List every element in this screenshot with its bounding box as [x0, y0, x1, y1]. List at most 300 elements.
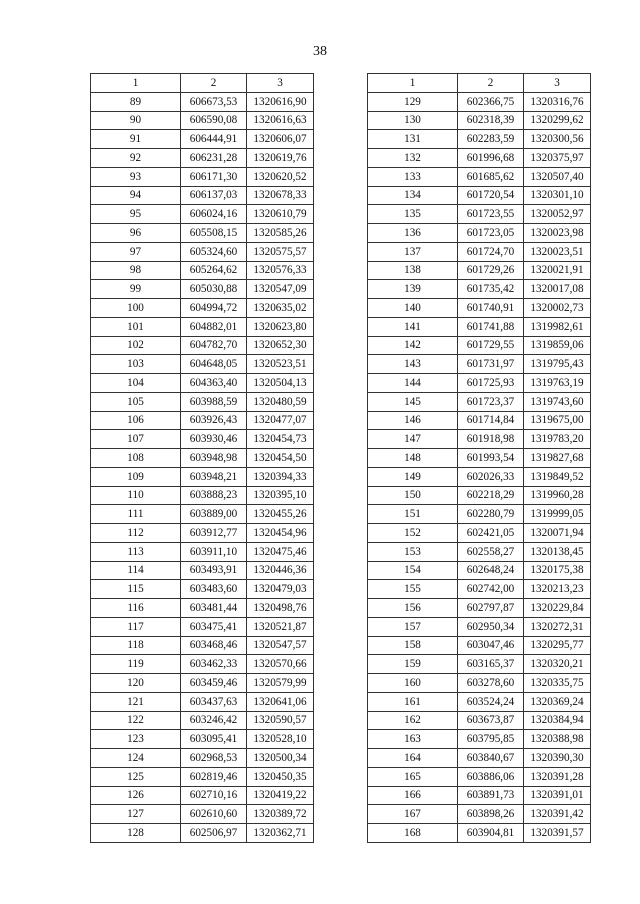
x-coordinate-cell: 601723,05	[458, 224, 524, 243]
table-row	[91, 280, 314, 299]
table-row	[368, 374, 591, 393]
point-number-cell: 97	[91, 242, 181, 261]
x-coordinate-cell: 602610,60	[181, 805, 247, 824]
y-coordinate-cell: 1320455,26	[247, 505, 314, 524]
table-row	[91, 205, 314, 224]
point-number-cell: 159	[368, 655, 458, 674]
point-number-cell: 109	[91, 467, 181, 486]
table-row	[368, 186, 591, 205]
x-coordinate-cell: 605264,62	[181, 261, 247, 280]
x-coordinate-cell: 603278,60	[458, 674, 524, 693]
y-coordinate-cell: 1320023,98	[524, 224, 591, 243]
x-coordinate-cell: 603948,98	[181, 449, 247, 468]
point-number-cell: 157	[368, 617, 458, 636]
x-coordinate-cell: 603246,42	[181, 711, 247, 730]
table-row	[368, 355, 591, 374]
x-coordinate-cell: 602318,39	[458, 111, 524, 130]
x-coordinate-cell: 601724,70	[458, 242, 524, 261]
y-coordinate-cell: 1320620,52	[247, 167, 314, 186]
y-coordinate-cell: 1320570,66	[247, 655, 314, 674]
y-coordinate-cell: 1320023,51	[524, 242, 591, 261]
y-coordinate-cell: 1319827,68	[524, 449, 591, 468]
x-coordinate-cell: 603524,24	[458, 692, 524, 711]
x-coordinate-cell: 601996,68	[458, 149, 524, 168]
point-number-cell: 90	[91, 111, 181, 130]
y-coordinate-cell: 1320606,07	[247, 130, 314, 149]
y-coordinate-cell: 1320480,59	[247, 392, 314, 411]
table-row	[91, 149, 314, 168]
y-coordinate-cell: 1319783,20	[524, 430, 591, 449]
point-number-cell: 132	[368, 149, 458, 168]
x-coordinate-cell: 603437,63	[181, 692, 247, 711]
x-coordinate-cell: 603468,46	[181, 636, 247, 655]
y-coordinate-cell: 1320175,38	[524, 561, 591, 580]
x-coordinate-cell: 603911,10	[181, 542, 247, 561]
table-row	[91, 317, 314, 336]
point-number-cell: 103	[91, 355, 181, 374]
point-number-cell: 146	[368, 411, 458, 430]
x-coordinate-cell: 602797,87	[458, 599, 524, 618]
point-number-cell: 141	[368, 317, 458, 336]
point-number-cell: 125	[91, 767, 181, 786]
y-coordinate-cell: 1320213,23	[524, 580, 591, 599]
y-coordinate-cell: 1320394,33	[247, 467, 314, 486]
table-row	[368, 486, 591, 505]
y-coordinate-cell: 1320362,71	[247, 824, 314, 843]
y-coordinate-cell: 1320021,91	[524, 261, 591, 280]
x-coordinate-cell: 602742,00	[458, 580, 524, 599]
point-number-cell: 112	[91, 524, 181, 543]
point-number-cell: 98	[91, 261, 181, 280]
table-row	[91, 805, 314, 824]
x-coordinate-cell: 606590,08	[181, 111, 247, 130]
table-row	[368, 674, 591, 693]
table-row	[368, 561, 591, 580]
table-header-row	[368, 74, 591, 93]
table-row	[91, 261, 314, 280]
y-coordinate-cell: 1320052,97	[524, 205, 591, 224]
point-number-cell: 126	[91, 786, 181, 805]
table-row	[368, 336, 591, 355]
x-coordinate-cell: 603459,46	[181, 674, 247, 693]
column-header: 3	[524, 74, 591, 93]
point-number-cell: 138	[368, 261, 458, 280]
table-row	[368, 692, 591, 711]
coordinates-table-left	[90, 73, 314, 843]
y-coordinate-cell: 1320576,33	[247, 261, 314, 280]
table-row	[91, 355, 314, 374]
table-row	[368, 599, 591, 618]
table-row	[368, 130, 591, 149]
x-coordinate-cell: 602819,46	[181, 767, 247, 786]
table-row	[368, 711, 591, 730]
point-number-cell: 163	[368, 730, 458, 749]
x-coordinate-cell: 602968,53	[181, 749, 247, 768]
table-header-row	[91, 74, 314, 93]
table-row	[91, 130, 314, 149]
point-number-cell: 165	[368, 767, 458, 786]
table-row	[368, 242, 591, 261]
x-coordinate-cell: 601725,93	[458, 374, 524, 393]
point-number-cell: 137	[368, 242, 458, 261]
x-coordinate-cell: 603904,81	[458, 824, 524, 843]
x-coordinate-cell: 606673,53	[181, 92, 247, 111]
table-row	[91, 767, 314, 786]
point-number-cell: 168	[368, 824, 458, 843]
table-row	[368, 392, 591, 411]
point-number-cell: 143	[368, 355, 458, 374]
y-coordinate-cell: 1320138,45	[524, 542, 591, 561]
x-coordinate-cell: 602280,79	[458, 505, 524, 524]
table-row	[91, 749, 314, 768]
table-row	[91, 636, 314, 655]
point-number-cell: 128	[91, 824, 181, 843]
point-number-cell: 117	[91, 617, 181, 636]
x-coordinate-cell: 603889,00	[181, 505, 247, 524]
point-number-cell: 93	[91, 167, 181, 186]
table-row	[368, 505, 591, 524]
point-number-cell: 131	[368, 130, 458, 149]
y-coordinate-cell: 1320641,06	[247, 692, 314, 711]
point-number-cell: 127	[91, 805, 181, 824]
point-number-cell: 121	[91, 692, 181, 711]
y-coordinate-cell: 1320299,62	[524, 111, 591, 130]
table-row	[368, 730, 591, 749]
y-coordinate-cell: 1319675,00	[524, 411, 591, 430]
table-row	[91, 505, 314, 524]
point-number-cell: 119	[91, 655, 181, 674]
y-coordinate-cell: 1320504,13	[247, 374, 314, 393]
x-coordinate-cell: 605508,15	[181, 224, 247, 243]
point-number-cell: 135	[368, 205, 458, 224]
x-coordinate-cell: 602506,97	[181, 824, 247, 843]
x-coordinate-cell: 603898,26	[458, 805, 524, 824]
table-row	[91, 411, 314, 430]
point-number-cell: 124	[91, 749, 181, 768]
y-coordinate-cell: 1320375,97	[524, 149, 591, 168]
table-row	[368, 655, 591, 674]
x-coordinate-cell: 606024,16	[181, 205, 247, 224]
x-coordinate-cell: 606137,03	[181, 186, 247, 205]
x-coordinate-cell: 603165,37	[458, 655, 524, 674]
table-row	[368, 636, 591, 655]
table-row	[91, 711, 314, 730]
point-number-cell: 102	[91, 336, 181, 355]
table-row	[91, 299, 314, 318]
x-coordinate-cell: 602421,05	[458, 524, 524, 543]
point-number-cell: 116	[91, 599, 181, 618]
y-coordinate-cell: 1320301,10	[524, 186, 591, 205]
y-coordinate-cell: 1320395,10	[247, 486, 314, 505]
y-coordinate-cell: 1320071,94	[524, 524, 591, 543]
point-number-cell: 151	[368, 505, 458, 524]
point-number-cell: 133	[368, 167, 458, 186]
table-row	[368, 411, 591, 430]
y-coordinate-cell: 1320454,96	[247, 524, 314, 543]
point-number-cell: 156	[368, 599, 458, 618]
point-number-cell: 107	[91, 430, 181, 449]
x-coordinate-cell: 601740,91	[458, 299, 524, 318]
y-coordinate-cell: 1319960,28	[524, 486, 591, 505]
x-coordinate-cell: 603095,41	[181, 730, 247, 749]
table-row	[91, 617, 314, 636]
point-number-cell: 92	[91, 149, 181, 168]
y-coordinate-cell: 1319849,52	[524, 467, 591, 486]
y-coordinate-cell: 1320500,34	[247, 749, 314, 768]
x-coordinate-cell: 601741,88	[458, 317, 524, 336]
point-number-cell: 153	[368, 542, 458, 561]
table-row	[368, 149, 591, 168]
table-row	[368, 280, 591, 299]
point-number-cell: 130	[368, 111, 458, 130]
table-row	[91, 224, 314, 243]
point-number-cell: 101	[91, 317, 181, 336]
point-number-cell: 104	[91, 374, 181, 393]
point-number-cell: 158	[368, 636, 458, 655]
y-coordinate-cell: 1320017,08	[524, 280, 591, 299]
y-coordinate-cell: 1320619,76	[247, 149, 314, 168]
y-coordinate-cell: 1320320,21	[524, 655, 591, 674]
y-coordinate-cell: 1319743,60	[524, 392, 591, 411]
table-row	[91, 374, 314, 393]
y-coordinate-cell: 1320507,40	[524, 167, 591, 186]
x-coordinate-cell: 603481,44	[181, 599, 247, 618]
point-number-cell: 149	[368, 467, 458, 486]
y-coordinate-cell: 1320229,84	[524, 599, 591, 618]
y-coordinate-cell: 1320391,57	[524, 824, 591, 843]
x-coordinate-cell: 601918,98	[458, 430, 524, 449]
y-coordinate-cell: 1320316,76	[524, 92, 591, 111]
x-coordinate-cell: 604363,40	[181, 374, 247, 393]
table-row	[91, 542, 314, 561]
table-row	[91, 730, 314, 749]
y-coordinate-cell: 1320547,09	[247, 280, 314, 299]
x-coordinate-cell: 603475,41	[181, 617, 247, 636]
x-coordinate-cell: 601685,62	[458, 167, 524, 186]
y-coordinate-cell: 1320384,94	[524, 711, 591, 730]
y-coordinate-cell: 1320610,79	[247, 205, 314, 224]
x-coordinate-cell: 605324,60	[181, 242, 247, 261]
point-number-cell: 110	[91, 486, 181, 505]
table-row	[368, 824, 591, 843]
point-number-cell: 95	[91, 205, 181, 224]
point-number-cell: 94	[91, 186, 181, 205]
point-number-cell: 111	[91, 505, 181, 524]
x-coordinate-cell: 604882,01	[181, 317, 247, 336]
y-coordinate-cell: 1320477,07	[247, 411, 314, 430]
y-coordinate-cell: 1319999,05	[524, 505, 591, 524]
table-row	[368, 786, 591, 805]
x-coordinate-cell: 602026,33	[458, 467, 524, 486]
table-row	[368, 317, 591, 336]
y-coordinate-cell: 1320616,63	[247, 111, 314, 130]
y-coordinate-cell: 1320616,90	[247, 92, 314, 111]
table-row	[368, 524, 591, 543]
y-coordinate-cell: 1320446,36	[247, 561, 314, 580]
y-coordinate-cell: 1319795,43	[524, 355, 591, 374]
table-row	[91, 167, 314, 186]
y-coordinate-cell: 1320391,42	[524, 805, 591, 824]
table-row	[91, 92, 314, 111]
table-row	[91, 449, 314, 468]
x-coordinate-cell: 601729,26	[458, 261, 524, 280]
x-coordinate-cell: 601720,54	[458, 186, 524, 205]
table-row	[91, 599, 314, 618]
point-number-cell: 120	[91, 674, 181, 693]
y-coordinate-cell: 1320590,57	[247, 711, 314, 730]
x-coordinate-cell: 603840,67	[458, 749, 524, 768]
point-number-cell: 89	[91, 92, 181, 111]
x-coordinate-cell: 602283,59	[458, 130, 524, 149]
x-coordinate-cell: 603912,77	[181, 524, 247, 543]
point-number-cell: 160	[368, 674, 458, 693]
y-coordinate-cell: 1320295,77	[524, 636, 591, 655]
table-row	[91, 674, 314, 693]
table-row	[91, 430, 314, 449]
point-number-cell: 114	[91, 561, 181, 580]
x-coordinate-cell: 606231,28	[181, 149, 247, 168]
point-number-cell: 142	[368, 336, 458, 355]
table-row	[368, 449, 591, 468]
x-coordinate-cell: 603673,87	[458, 711, 524, 730]
x-coordinate-cell: 602648,24	[458, 561, 524, 580]
y-coordinate-cell: 1319982,61	[524, 317, 591, 336]
table-row	[91, 336, 314, 355]
x-coordinate-cell: 602558,27	[458, 542, 524, 561]
point-number-cell: 150	[368, 486, 458, 505]
table-row	[91, 111, 314, 130]
x-coordinate-cell: 606444,91	[181, 130, 247, 149]
point-number-cell: 166	[368, 786, 458, 805]
y-coordinate-cell: 1320388,98	[524, 730, 591, 749]
y-coordinate-cell: 1320454,73	[247, 430, 314, 449]
x-coordinate-cell: 601731,97	[458, 355, 524, 374]
x-coordinate-cell: 604648,05	[181, 355, 247, 374]
x-coordinate-cell: 603930,46	[181, 430, 247, 449]
x-coordinate-cell: 604994,72	[181, 299, 247, 318]
table-row	[368, 580, 591, 599]
x-coordinate-cell: 602366,75	[458, 92, 524, 111]
y-coordinate-cell: 1320579,99	[247, 674, 314, 693]
column-header: 3	[247, 74, 314, 93]
y-coordinate-cell: 1320521,87	[247, 617, 314, 636]
point-number-cell: 108	[91, 449, 181, 468]
point-number-cell: 139	[368, 280, 458, 299]
table-row	[91, 242, 314, 261]
point-number-cell: 122	[91, 711, 181, 730]
x-coordinate-cell: 601735,42	[458, 280, 524, 299]
y-coordinate-cell: 1319763,19	[524, 374, 591, 393]
table-row	[91, 655, 314, 674]
table-row	[368, 805, 591, 824]
y-coordinate-cell: 1320623,80	[247, 317, 314, 336]
y-coordinate-cell: 1320475,46	[247, 542, 314, 561]
x-coordinate-cell: 603948,21	[181, 467, 247, 486]
x-coordinate-cell: 601993,54	[458, 449, 524, 468]
table-row	[91, 467, 314, 486]
y-coordinate-cell: 1320272,31	[524, 617, 591, 636]
y-coordinate-cell: 1320652,30	[247, 336, 314, 355]
x-coordinate-cell: 603886,06	[458, 767, 524, 786]
x-coordinate-cell: 604782,70	[181, 336, 247, 355]
point-number-cell: 147	[368, 430, 458, 449]
y-coordinate-cell: 1320635,02	[247, 299, 314, 318]
point-number-cell: 105	[91, 392, 181, 411]
table-row	[368, 299, 591, 318]
table-row	[368, 467, 591, 486]
column-header: 2	[181, 74, 247, 93]
point-number-cell: 123	[91, 730, 181, 749]
point-number-cell: 161	[368, 692, 458, 711]
x-coordinate-cell: 603493,91	[181, 561, 247, 580]
x-coordinate-cell: 602218,29	[458, 486, 524, 505]
table-row	[91, 524, 314, 543]
y-coordinate-cell: 1320369,24	[524, 692, 591, 711]
x-coordinate-cell: 606171,30	[181, 167, 247, 186]
table-row	[368, 261, 591, 280]
table-row	[91, 186, 314, 205]
x-coordinate-cell: 602950,34	[458, 617, 524, 636]
y-coordinate-cell: 1320391,28	[524, 767, 591, 786]
y-coordinate-cell: 1320585,26	[247, 224, 314, 243]
table-row	[368, 430, 591, 449]
x-coordinate-cell: 603926,43	[181, 411, 247, 430]
table-row	[368, 92, 591, 111]
x-coordinate-cell: 603795,85	[458, 730, 524, 749]
column-header: 1	[91, 74, 181, 93]
x-coordinate-cell: 601723,55	[458, 205, 524, 224]
x-coordinate-cell: 601729,55	[458, 336, 524, 355]
point-number-cell: 118	[91, 636, 181, 655]
x-coordinate-cell: 603462,33	[181, 655, 247, 674]
x-coordinate-cell: 603047,46	[458, 636, 524, 655]
point-number-cell: 100	[91, 299, 181, 318]
y-coordinate-cell: 1320391,01	[524, 786, 591, 805]
point-number-cell: 140	[368, 299, 458, 318]
y-coordinate-cell: 1319859,06	[524, 336, 591, 355]
x-coordinate-cell: 601723,37	[458, 392, 524, 411]
table-row	[91, 824, 314, 843]
point-number-cell: 134	[368, 186, 458, 205]
table-row	[368, 111, 591, 130]
table-row	[91, 786, 314, 805]
y-coordinate-cell: 1320335,75	[524, 674, 591, 693]
y-coordinate-cell: 1320479,03	[247, 580, 314, 599]
point-number-cell: 96	[91, 224, 181, 243]
x-coordinate-cell: 603483,60	[181, 580, 247, 599]
y-coordinate-cell: 1320678,33	[247, 186, 314, 205]
y-coordinate-cell: 1320419,22	[247, 786, 314, 805]
point-number-cell: 152	[368, 524, 458, 543]
point-number-cell: 115	[91, 580, 181, 599]
y-coordinate-cell: 1320575,57	[247, 242, 314, 261]
x-coordinate-cell: 603891,73	[458, 786, 524, 805]
x-coordinate-cell: 601714,84	[458, 411, 524, 430]
point-number-cell: 162	[368, 711, 458, 730]
table-row	[91, 580, 314, 599]
x-coordinate-cell: 603988,59	[181, 392, 247, 411]
y-coordinate-cell: 1320528,10	[247, 730, 314, 749]
point-number-cell: 148	[368, 449, 458, 468]
table-row	[368, 749, 591, 768]
y-coordinate-cell: 1320454,50	[247, 449, 314, 468]
y-coordinate-cell: 1320390,30	[524, 749, 591, 768]
point-number-cell: 145	[368, 392, 458, 411]
table-row	[368, 224, 591, 243]
x-coordinate-cell: 603888,23	[181, 486, 247, 505]
x-coordinate-cell: 602710,16	[181, 786, 247, 805]
point-number-cell: 164	[368, 749, 458, 768]
